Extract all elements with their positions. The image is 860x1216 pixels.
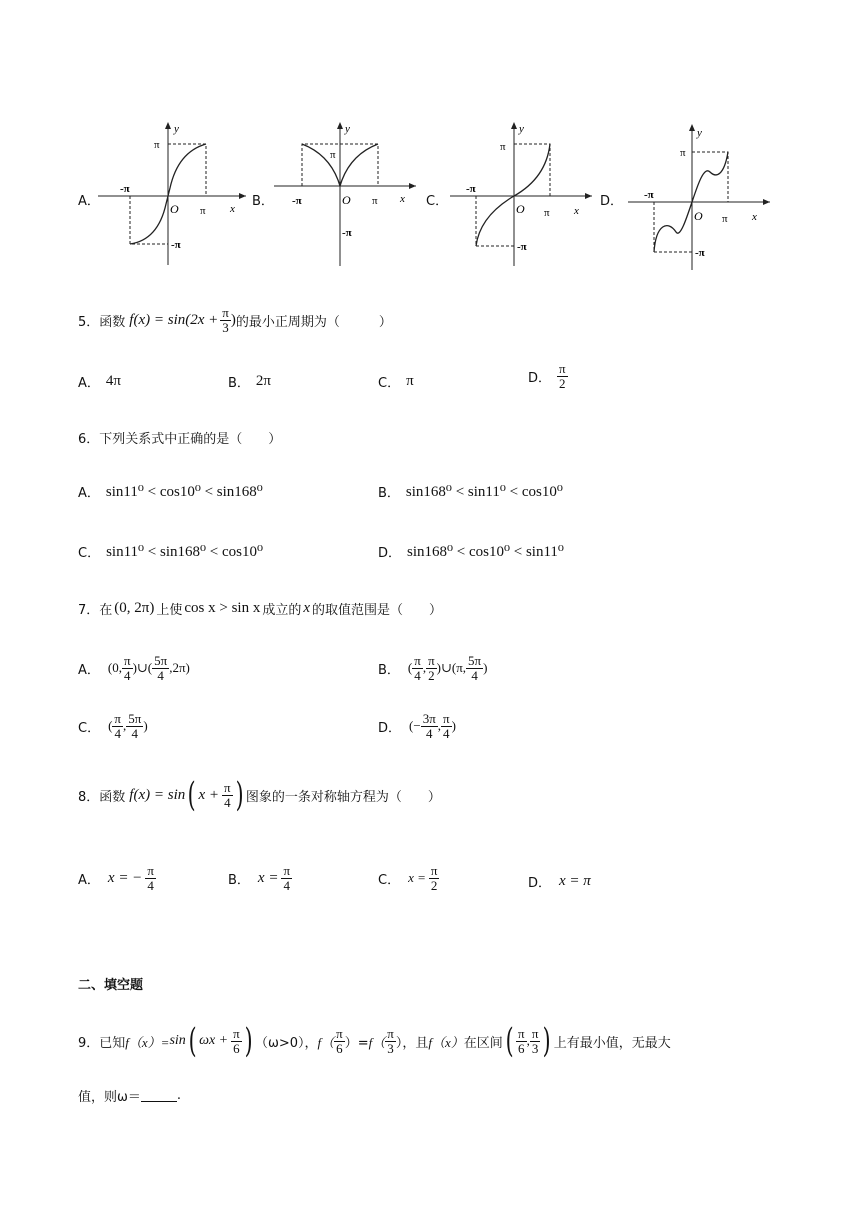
svg-text:π: π xyxy=(372,195,378,207)
option-b-letter: B． xyxy=(252,194,274,209)
section-title: 二、填空题 xyxy=(78,978,144,993)
q7-option-a[interactable]: A． (0, $\frac{\pi}{4}$ )∪( $\frac{5\pi}{4}$ ,2π) xyxy=(78,653,190,683)
x-label: x xyxy=(230,203,235,215)
svg-text:-π: -π xyxy=(695,247,705,259)
svg-text:x: x xyxy=(400,193,405,205)
graph-b xyxy=(272,120,422,270)
svg-text:π: π xyxy=(680,147,686,159)
q9-answer-blank[interactable] xyxy=(141,1089,177,1102)
q5-tail: 的最小正周期为（ ） xyxy=(235,314,392,330)
q9-stem: 9． 已知 f（x）= sin ( ωx + $\frac{\pi}{6}$ ) （ω>0）， f（ $\frac{\pi}{6}$ ）= f（ $\frac{\pi}{3}$ ），且 f（x） 在区间 ( $\frac{\pi}{6}$ , $\frac{\pi}{3}$ ) 上有最小值，无最大 xyxy=(78,1021,671,1061)
q6-option-d[interactable]: D． sin168⁰ < cos10⁰ < sin11⁰ xyxy=(378,544,564,561)
svg-text:y: y xyxy=(345,123,350,135)
graph-d xyxy=(624,120,774,272)
svg-text:-π: -π xyxy=(342,227,352,239)
option-a-letter: A． xyxy=(78,194,100,209)
q5-option-c[interactable]: C． π xyxy=(378,373,414,391)
svg-text:O: O xyxy=(516,202,525,216)
svg-text:-π: -π xyxy=(466,183,476,195)
q7-option-d[interactable]: D． (− $\frac{3\pi}{4}$ , $\frac{\pi}{4}$ ) xyxy=(378,711,456,741)
q5-fraction: $\frac{\pi}{3}$ xyxy=(222,305,229,335)
q8-option-b[interactable]: B． x = $\frac{\pi}{4}$ xyxy=(228,863,291,893)
origin-label: O xyxy=(170,202,179,216)
svg-text:-π: -π xyxy=(517,241,527,253)
q6-stem xyxy=(78,428,281,447)
q6-option-c[interactable]: C． sin11⁰ < sin168⁰ < cos10⁰ xyxy=(78,544,263,561)
svg-text:π: π xyxy=(544,207,550,219)
graph-a xyxy=(98,120,250,270)
svg-text:O: O xyxy=(694,209,703,223)
q8-stem: 8． 函数 f(x) = sin ( x + $\frac{\pi}{4}$ ) 图象的一条对称轴方程为（ ） xyxy=(78,775,441,815)
svg-text:-π: -π xyxy=(292,195,302,207)
x-pi-label: π xyxy=(200,205,206,217)
q5-option-a[interactable]: A． 4π xyxy=(78,373,121,391)
svg-text:x: x xyxy=(574,205,579,217)
q5-func: f(x) = sin(2x + xyxy=(129,311,219,328)
y-label: y xyxy=(174,123,179,135)
y-negpi-label: -π xyxy=(171,239,181,251)
q6-text: 下列关系式中正确的是（ ） xyxy=(99,432,282,447)
curve-c xyxy=(476,144,550,246)
y-pi-label: π xyxy=(154,139,160,151)
svg-text:-π: -π xyxy=(644,189,654,201)
q5-lead: 函数 xyxy=(99,314,126,330)
graph-c xyxy=(446,120,596,270)
svg-text:y: y xyxy=(519,123,524,135)
q8-option-d[interactable]: D． x = π xyxy=(528,873,591,891)
svg-text:y: y xyxy=(697,127,702,139)
q8-option-a[interactable]: A． x = − $\frac{\pi}{4}$ xyxy=(78,863,154,893)
q6-number: 6． xyxy=(78,432,100,447)
q5-stem xyxy=(78,306,392,334)
q5-option-b[interactable]: B． 2π xyxy=(228,373,271,391)
graph-options-row xyxy=(0,110,860,280)
q5-option-d[interactable]: D． $\frac{\pi}{2}$ xyxy=(528,361,566,391)
svg-text:π: π xyxy=(722,213,728,225)
svg-text:x: x xyxy=(752,211,757,223)
q6-option-a[interactable]: A． sin11⁰ < cos10⁰ < sin168⁰ xyxy=(78,484,263,501)
q7-stem: 7． 在 (0, 2π) 上使 cos x > sin x 成立的 x 的取值范围是（ ） xyxy=(78,600,443,618)
q5-close: ) xyxy=(230,311,236,328)
q6-option-b[interactable]: B． sin168⁰ < sin11⁰ < cos10⁰ xyxy=(378,484,563,501)
q8-option-c[interactable]: C． x = $\frac{\pi}{2}$ xyxy=(378,863,438,893)
svg-text:O: O xyxy=(342,193,351,207)
svg-text:π: π xyxy=(500,141,506,153)
option-c-letter: C． xyxy=(426,194,449,209)
svg-text:π: π xyxy=(330,149,336,161)
q5-number: 5． xyxy=(78,314,100,330)
q9-line2: 值，则ω＝ . xyxy=(78,1088,182,1105)
q7-option-c[interactable]: C． ( $\frac{\pi}{4}$ , $\frac{5\pi}{4}$ ) xyxy=(78,711,148,741)
option-d-letter: D． xyxy=(600,194,624,209)
x-negpi-label: -π xyxy=(120,183,130,195)
q7-option-b[interactable]: B． ( $\frac{\pi}{4}$ , $\frac{\pi}{2}$ )∪(π, $\frac{5\pi}{4}$ ) xyxy=(378,653,488,683)
